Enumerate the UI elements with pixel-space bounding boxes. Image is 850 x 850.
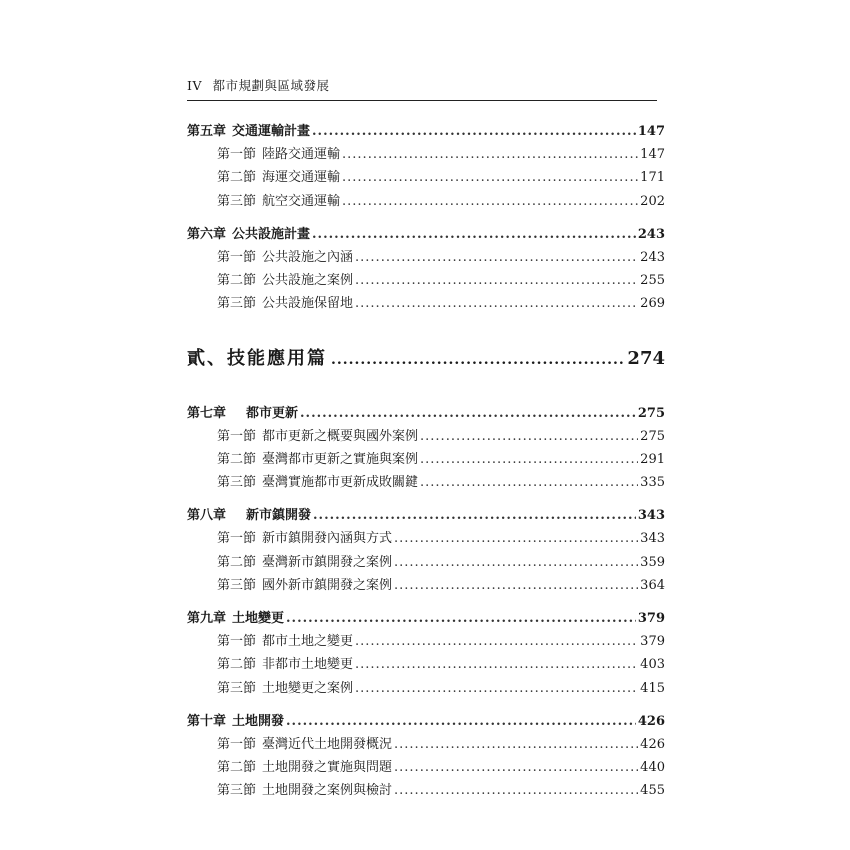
chapter-page: 426 <box>637 713 665 729</box>
section-title: 陸路交通運輸 <box>262 147 341 163</box>
section-title: 臺灣新市鎮開發之案例 <box>262 554 393 570</box>
section-title: 臺灣近代土地開發概況 <box>262 736 393 752</box>
section-title: 臺灣實施都市更新成敗關鍵 <box>262 475 419 491</box>
chapter-title: 公共設施計畫 <box>232 226 311 242</box>
leader-dots <box>331 352 623 368</box>
section-title: 臺灣都市更新之實施與案例 <box>262 451 419 467</box>
leader-dots <box>342 147 638 162</box>
toc-section[interactable] <box>187 551 665 574</box>
page-number: IV <box>187 78 202 93</box>
section-title: 公共設施保留地 <box>262 296 354 312</box>
leader-dots <box>286 611 636 626</box>
section-page: 440 <box>640 760 665 776</box>
chapter-number: 第六章 <box>187 226 227 242</box>
leader-dots <box>355 296 638 311</box>
toc-section[interactable] <box>187 527 665 550</box>
section-number: 第一節 <box>217 428 257 444</box>
section-number: 第一節 <box>217 634 257 650</box>
leader-dots <box>342 170 638 185</box>
spacer <box>187 494 665 504</box>
chapter-page: 243 <box>637 226 665 242</box>
part-title: 貳、技能應用篇 <box>187 347 327 369</box>
leader-dots <box>394 783 638 798</box>
section-title: 土地變更之案例 <box>262 680 354 696</box>
section-title: 土地開發之案例與檢討 <box>262 783 393 799</box>
leader-dots <box>420 429 638 444</box>
section-page: 415 <box>640 680 665 696</box>
spacer <box>187 316 665 344</box>
chapter-number: 第九章 <box>187 611 227 626</box>
toc-section[interactable] <box>187 630 665 653</box>
section-number: 第一節 <box>217 531 257 547</box>
section-page: 255 <box>640 273 665 289</box>
chapter-title: 土地開發 <box>232 713 285 729</box>
section-number: 第三節 <box>217 783 257 799</box>
leader-dots <box>394 578 638 593</box>
section-page: 275 <box>640 428 665 444</box>
toc-chapter-9[interactable] <box>187 607 665 630</box>
section-number: 第一節 <box>217 147 257 163</box>
section-page: 202 <box>640 193 665 209</box>
leader-dots <box>313 508 636 523</box>
toc-chapter-8[interactable] <box>187 504 665 527</box>
running-head <box>187 76 329 94</box>
section-page: 269 <box>640 296 665 312</box>
chapter-page: 147 <box>637 124 665 139</box>
section-number: 第三節 <box>217 193 257 209</box>
toc-section[interactable] <box>187 143 665 166</box>
leader-dots <box>355 657 638 672</box>
leader-dots <box>420 452 638 467</box>
chapter-page: 343 <box>637 508 665 524</box>
section-number: 第二節 <box>217 451 257 467</box>
chapter-page: 275 <box>637 405 665 421</box>
leader-dots <box>394 737 638 752</box>
section-number: 第三節 <box>217 296 257 312</box>
toc-chapter-6[interactable] <box>187 223 665 246</box>
chapter-number: 第五章 <box>187 124 227 139</box>
section-title: 航空交通運輸 <box>262 193 341 209</box>
chapter-number: 第十章 <box>187 713 227 729</box>
section-number: 第二節 <box>217 760 257 776</box>
spacer <box>187 700 665 710</box>
section-number: 第三節 <box>217 680 257 696</box>
spacer <box>187 374 665 402</box>
header-rule <box>187 100 657 101</box>
chapter-title: 新市鎮開發 <box>246 508 312 524</box>
toc-chapter-5[interactable] <box>187 120 665 143</box>
leader-dots <box>355 273 638 288</box>
leader-dots <box>394 760 638 775</box>
toc-section[interactable] <box>187 425 665 448</box>
section-number: 第二節 <box>217 657 257 673</box>
section-page: 455 <box>640 783 665 799</box>
leader-dots <box>286 714 636 729</box>
section-page: 379 <box>640 634 665 650</box>
section-title: 公共設施之案例 <box>262 273 354 289</box>
section-title: 國外新市鎮開發之案例 <box>262 577 393 593</box>
chapter-number: 第八章 <box>187 508 227 524</box>
section-page: 171 <box>640 170 665 186</box>
chapter-number: 第七章 <box>187 405 227 421</box>
leader-dots <box>342 194 638 209</box>
section-page: 291 <box>640 451 665 467</box>
section-number: 第三節 <box>217 577 257 593</box>
toc-section[interactable] <box>187 756 665 779</box>
leader-dots <box>312 124 636 139</box>
chapter-title: 土地變更 <box>232 611 285 626</box>
part-page: 274 <box>627 347 665 369</box>
spacer <box>187 213 665 223</box>
chapter-page: 379 <box>637 611 665 626</box>
toc-section[interactable] <box>187 733 665 756</box>
toc-chapter-7[interactable] <box>187 402 665 425</box>
toc-section[interactable] <box>187 779 665 802</box>
section-number: 第一節 <box>217 736 257 752</box>
toc-section[interactable] <box>187 677 665 700</box>
section-page: 343 <box>640 531 665 547</box>
toc-section[interactable] <box>187 574 665 597</box>
toc-section[interactable] <box>187 653 665 676</box>
leader-dots <box>394 531 638 546</box>
leader-dots <box>355 250 638 265</box>
section-page: 147 <box>640 147 665 163</box>
leader-dots <box>300 406 636 421</box>
section-number: 第二節 <box>217 170 257 186</box>
spacer <box>187 597 665 607</box>
leader-dots <box>355 681 638 696</box>
section-title: 公共設施之內涵 <box>262 249 354 265</box>
book-title: 都市規劃與區域發展 <box>212 78 330 93</box>
section-page: 403 <box>640 657 665 673</box>
leader-dots <box>420 475 638 490</box>
toc-section[interactable] <box>187 190 665 213</box>
section-page: 335 <box>640 475 665 491</box>
toc-chapter-10[interactable] <box>187 710 665 733</box>
toc-part-2[interactable] <box>187 344 665 374</box>
section-number: 第二節 <box>217 554 257 570</box>
leader-dots <box>394 555 638 570</box>
section-title: 非都市土地變更 <box>262 657 354 673</box>
leader-dots <box>312 227 636 242</box>
section-title: 土地開發之實施與問題 <box>262 760 393 776</box>
section-page: 364 <box>640 577 665 593</box>
toc-section[interactable] <box>187 448 665 471</box>
section-title: 都市更新之概要與國外案例 <box>262 428 419 444</box>
chapter-title: 交通運輸計畫 <box>232 124 311 139</box>
section-title: 新市鎮開發內涵與方式 <box>262 531 393 547</box>
section-title: 海運交通運輸 <box>262 170 341 186</box>
chapter-title: 都市更新 <box>246 405 299 421</box>
toc-section[interactable] <box>187 269 665 292</box>
section-number: 第一節 <box>217 249 257 265</box>
section-page: 426 <box>640 736 665 752</box>
toc-section[interactable] <box>187 471 665 494</box>
section-number: 第三節 <box>217 475 257 491</box>
toc-section[interactable] <box>187 246 665 269</box>
section-page: 359 <box>640 554 665 570</box>
toc-section[interactable] <box>187 166 665 189</box>
leader-dots <box>355 634 638 649</box>
section-title: 都市土地之變更 <box>262 634 354 650</box>
table-of-contents <box>187 120 665 803</box>
section-number: 第二節 <box>217 273 257 289</box>
toc-section[interactable] <box>187 292 665 315</box>
section-page: 243 <box>640 249 665 265</box>
